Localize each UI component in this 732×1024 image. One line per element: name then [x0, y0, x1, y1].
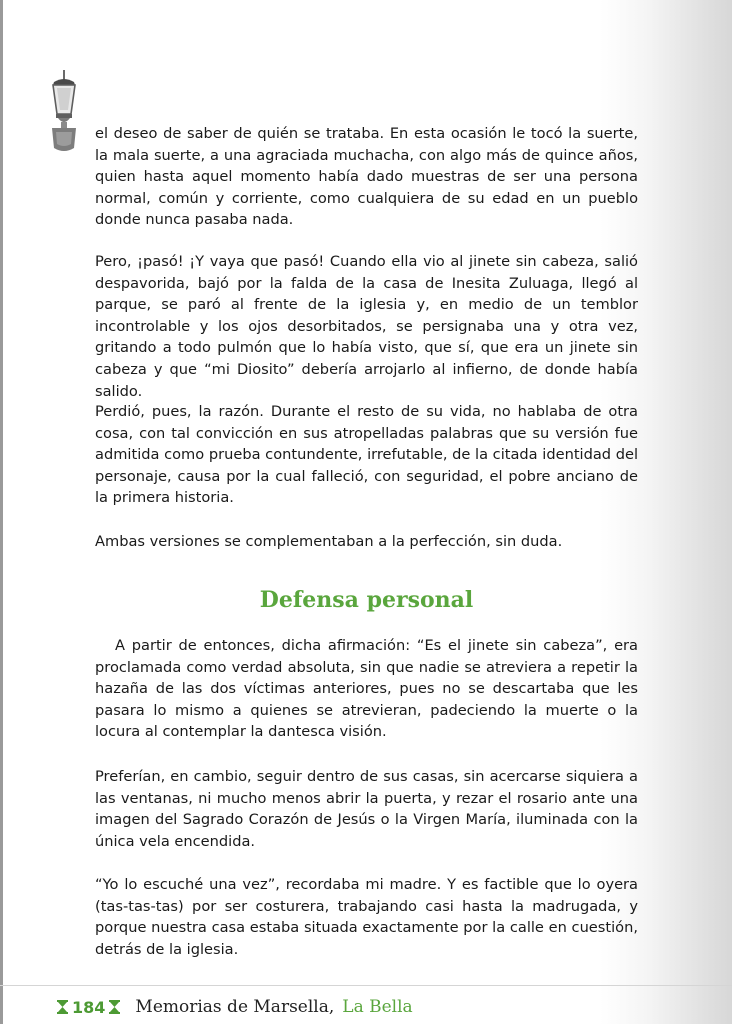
- book-title: Memorias de Marsella,: [135, 997, 335, 1017]
- body-paragraph: “Yo lo escuché una vez”, recordaba mi madre. Y es factible que lo oyera (tas-tas-tas) por ser costurera, trabajando casi hasta la madrugada, y porque nuestra casa estaba situada exactamente por la calle en cuestión, detrás de la iglesia.: [95, 876, 638, 958]
- page-number: 184: [72, 997, 106, 1017]
- page-left-edge: [0, 0, 3, 1024]
- street-lamp-icon: [44, 70, 84, 154]
- body-paragraph: Pero, ¡pasó! ¡Y vaya que pasó! Cuando ella vio al jinete sin cabeza, salió despavorida, bajó por la falda de la casa de Inesita Zuluaga, llegó al parque, se paró al frente de la iglesia y, en medio de un temblor incontrolable y los ojos desorbitados, se persignaba una y otra vez, gritando a todo pulmón que lo había visto, que sí, que era un jinete sin cabeza y que “mi Diosito” debería arrojarlo al infierno, de donde había salido.: [95, 253, 638, 400]
- body-paragraph: el deseo de saber de quién se trataba. En esta ocasión le tocó la suerte, la mala suerte, a una agraciada muchacha, con algo más de quince años, quien hasta aquel momento había dado muestras de ser una persona normal, común y corriente, como cualquiera de su edad en un pueblo donde nunca pasaba nada.: [95, 125, 638, 229]
- hourglass-ornament-icon: [56, 999, 69, 1015]
- body-paragraph: Preferían, en cambio, seguir dentro de sus casas, sin acercarse siquiera a las ventanas, ni mucho menos abrir la puerta, y rezar el rosario ante una imagen del Sagrado Corazón de Jesús o la Virgen María, iluminada con la única vela encendida.: [95, 768, 638, 850]
- hourglass-ornament-icon: [108, 999, 121, 1015]
- page-footer: [56, 996, 413, 1018]
- body-paragraph: Perdió, pues, la razón. Durante el resto de su vida, no hablaba de otra cosa, con tal convicción en sus atropelladas palabras que su versión fue admitida como prueba contundente, irrefutable, de la citada identidad del personaje, causa por la cual falleció, con seguridad, el pobre anciano de la primera historia.: [95, 403, 638, 507]
- body-paragraph: A partir de entonces, dicha afirmación: “Es el jinete sin cabeza”, era proclamada como verdad absoluta, sin que nadie se atreviera a repetir la hazaña de las dos víctimas anteriores, pues no se descartaba que les pasara lo mismo a quienes se atrevieran, padeciendo la muerte o la locura al contemplar la dantesca visión.: [95, 637, 638, 741]
- book-subtitle: La Bella: [342, 997, 413, 1017]
- section-title: Defensa personal: [259, 587, 474, 613]
- body-paragraph: Ambas versiones se complementaban a la perfección, sin duda.: [95, 533, 563, 550]
- footer-divider: [0, 985, 732, 986]
